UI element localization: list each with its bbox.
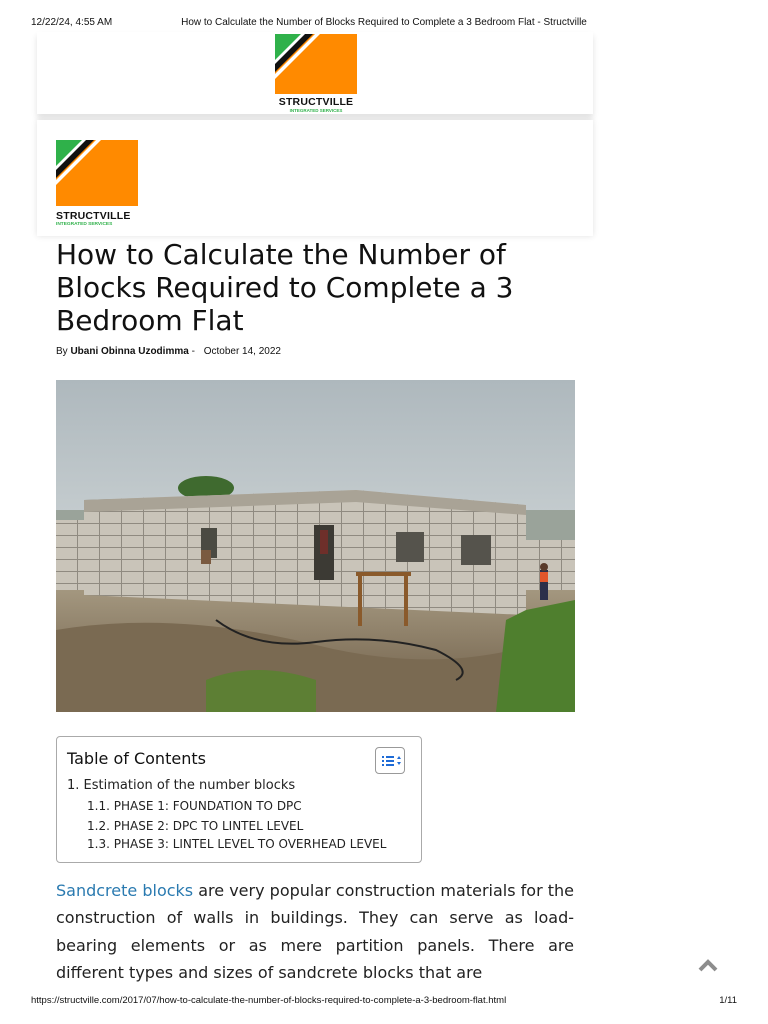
toc-item-number: 1.3. (87, 837, 110, 851)
brand-name: STRUCTVILLE (278, 96, 354, 108)
intro-text: are very popular construction materials for the construction of walls in buildings. They can serve as load-bearing elements or as mere partition panels. There are different types and sizes of sandcrete blocks that are (56, 881, 575, 982)
list-toggle-icon (376, 748, 404, 773)
print-footer (0, 995, 768, 1009)
post-title: How to Calculate the Number of Blocks Required to Complete a 3 Bedroom Flat (56, 238, 514, 337)
toc-item-number: 1.1. (87, 799, 110, 813)
toc-item-label: PHASE 2: DPC TO LINTEL LEVEL (113, 819, 304, 833)
toc-item-phase-2[interactable] (87, 819, 303, 833)
print-url: https://structville.com/2017/07/how-to-calculate-the-number-of-blocks-required-to-complete-a-3-bedroom-flat.html (31, 995, 507, 1006)
post-date: October 14, 2022 (203, 346, 281, 357)
print-datetime: 12/22/24, 4:55 AM (31, 17, 113, 28)
chevron-up-icon (693, 951, 723, 981)
site-logo[interactable] (56, 140, 139, 228)
brand-tagline: INTEGRATED SERVICES (56, 222, 113, 227)
toc-item-phase-3[interactable] (87, 837, 386, 851)
print-page-number: 1/11 (719, 995, 737, 1006)
print-header (0, 17, 768, 31)
brand-name: STRUCTVILLE (56, 210, 131, 222)
intro-paragraph (56, 877, 574, 986)
toc-item-label: PHASE 1: FOUNDATION TO DPC (113, 799, 302, 813)
toc-toggle-button[interactable] (375, 747, 405, 774)
structville-logo-icon (56, 140, 138, 206)
toc-title: Table of Contents (67, 749, 206, 768)
construction-site-photo (56, 380, 575, 712)
toc-item-label: PHASE 3: LINTEL LEVEL TO OVERHEAD LEVEL (113, 837, 387, 851)
toc-item-estimation[interactable] (67, 778, 295, 793)
table-of-contents (56, 736, 422, 863)
by-label: By (56, 346, 68, 357)
toc-item-phase-1[interactable] (87, 799, 302, 813)
byline-separator: - (191, 346, 195, 357)
featured-image (56, 380, 575, 712)
toc-item-number: 1. (67, 778, 80, 793)
site-logo-top[interactable] (275, 34, 357, 114)
toc-item-label: Estimation of the number blocks (83, 778, 296, 793)
byline (56, 346, 281, 357)
toc-item-number: 1.2. (87, 819, 110, 833)
print-doc-title: How to Calculate the Number of Blocks Required to Complete a 3 Bedroom Flat - Structville (181, 17, 587, 28)
brand-tagline: INTEGRATED SERVICES (289, 108, 343, 113)
structville-logo-icon (275, 34, 357, 94)
scroll-to-top-button[interactable] (693, 951, 723, 981)
author-link[interactable]: Ubani Obinna Uzodimma (70, 346, 189, 357)
sandcrete-blocks-link[interactable]: Sandcrete blocks (56, 881, 194, 900)
